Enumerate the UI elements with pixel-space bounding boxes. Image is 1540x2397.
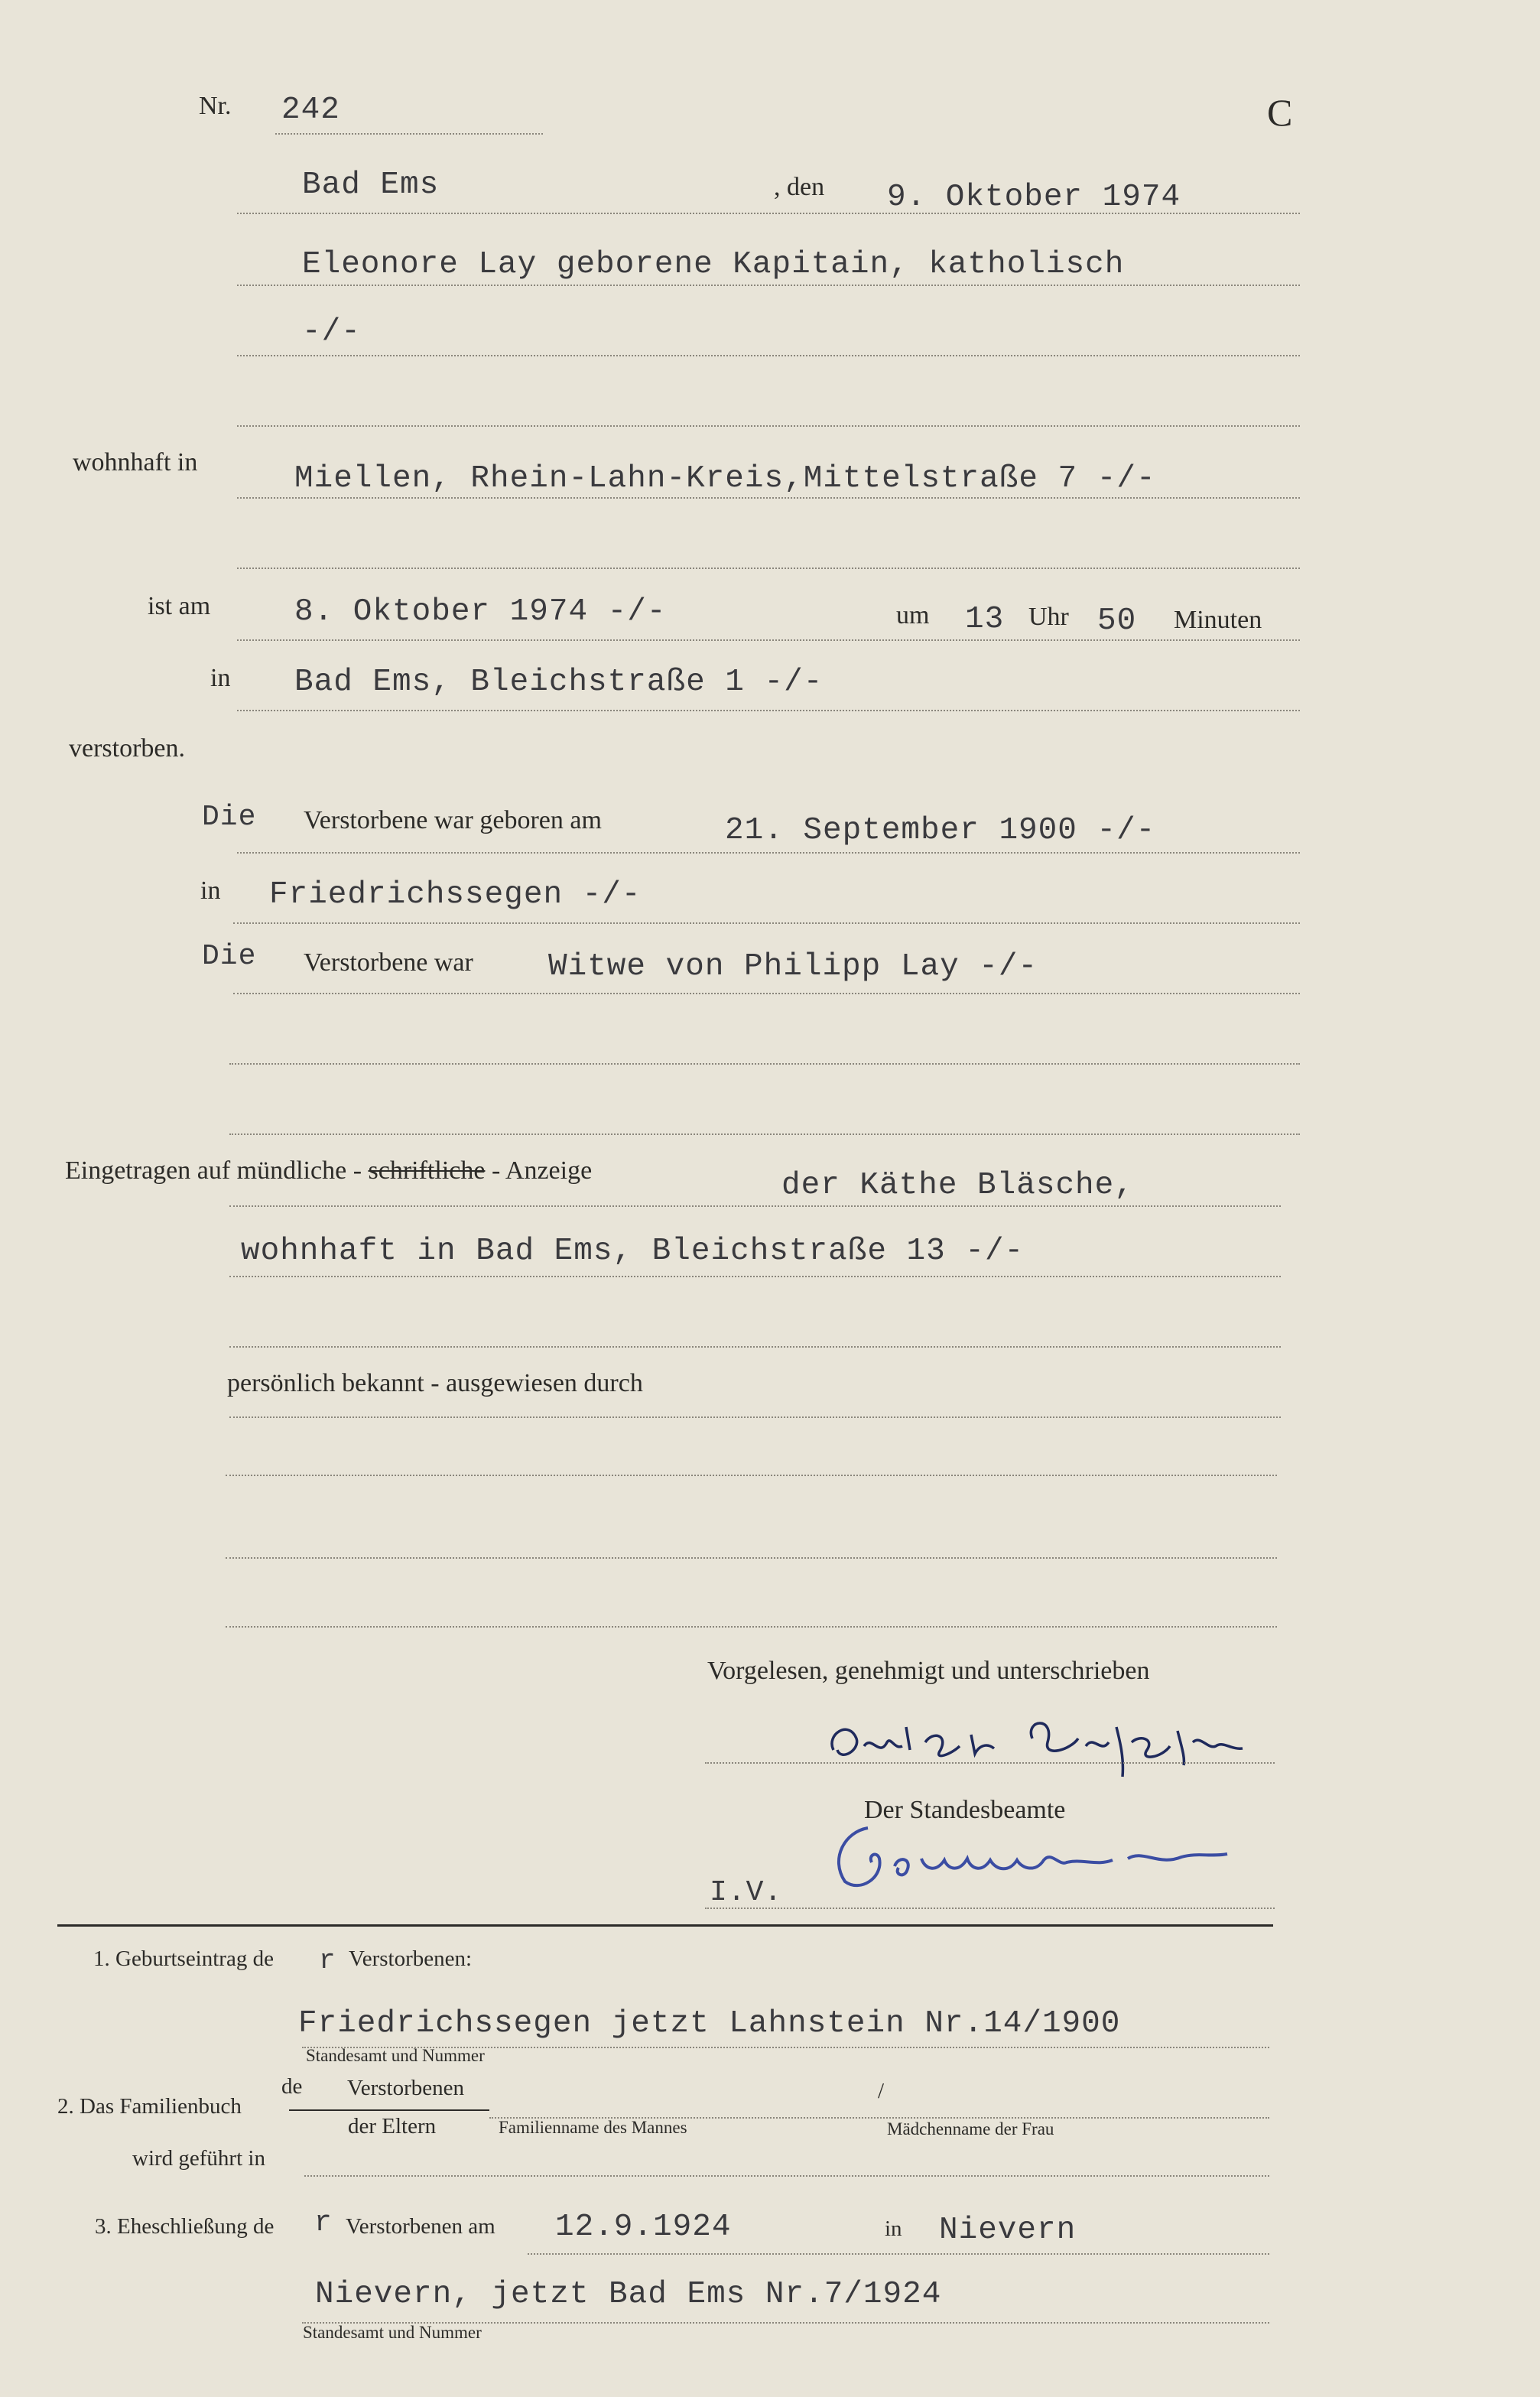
status-label: Verstorbene war <box>304 948 473 977</box>
deceased-name: Eleonore Lay geborene Kapitain, katholisch <box>302 247 1125 282</box>
item1-label-b: Verstorbenen: <box>349 1947 473 1971</box>
blank-line-2 <box>226 1475 1277 1476</box>
minuten-label: Minuten <box>1174 606 1262 634</box>
name-line-2 <box>237 355 1300 356</box>
form-letter: C <box>1267 91 1293 134</box>
registrar-signature <box>822 1813 1235 1897</box>
marriage-line <box>528 2253 1269 2255</box>
wife-name-caption: Mädchenname der Frau <box>887 2119 1054 2138</box>
marriage-place: Nievern <box>939 2213 1077 2248</box>
name-line-1 <box>237 285 1300 286</box>
die-prefix: Die <box>202 801 257 834</box>
den-label: , den <box>774 173 825 201</box>
birth-label: Verstorbene war geboren am <box>304 806 602 834</box>
verstorben-label: verstorben. <box>69 734 186 763</box>
item1-r: r <box>319 1945 336 1976</box>
item1-label-a: 1. Geburtseintrag de <box>93 1947 274 1971</box>
informant-address-line <box>229 1276 1281 1277</box>
death-place-label: in <box>210 664 231 692</box>
informant-line <box>229 1205 1281 1207</box>
item2-verstorbenen: Verstorbenen <box>347 2076 465 2100</box>
status-line-3 <box>229 1133 1300 1135</box>
husband-name-caption: Familienname des Mannes <box>499 2118 687 2137</box>
death-date: 8. Oktober 1974 -/- <box>294 594 667 629</box>
blank-line-3 <box>226 1557 1277 1559</box>
nr-label: Nr. <box>199 92 232 120</box>
uhr-label: Uhr <box>1028 603 1069 631</box>
registry-date: 9. Oktober 1974 <box>887 180 1181 215</box>
item3-caption: Standesamt und Nummer <box>303 2323 482 2342</box>
item1-caption: Standesamt und Nummer <box>306 2046 485 2065</box>
um-label: um <box>896 601 930 629</box>
iv-label: I.V. <box>710 1876 783 1909</box>
item3-label-b: Verstorbenen am <box>346 2214 495 2239</box>
residence-line <box>237 497 1300 499</box>
nr-line <box>275 133 543 135</box>
identity-label: persönlich bekannt - ausgewiesen durch <box>227 1369 643 1397</box>
item2-de: de <box>281 2074 303 2099</box>
blank-line-4 <box>226 1626 1277 1628</box>
register-number: 242 <box>281 93 340 128</box>
marriage-date: 12.9.1924 <box>555 2210 732 2245</box>
registry-place: Bad Ems <box>302 167 440 203</box>
place-date-line <box>237 213 1300 214</box>
item2-gefuehrt: wird geführt in <box>132 2146 265 2171</box>
death-minutes: 50 <box>1097 603 1137 639</box>
registration-label: Eingetragen auf mündliche - schriftliche - Anzeige <box>65 1156 593 1185</box>
item2-label: 2. Das Familienbuch <box>57 2094 242 2119</box>
section-divider <box>57 1924 1273 1927</box>
death-hour: 13 <box>965 602 1005 637</box>
informant-signature-line <box>705 1762 1275 1764</box>
informant: der Käthe Bläsche, <box>781 1168 1134 1203</box>
residence-line-2 <box>237 568 1300 569</box>
informant-address: wohnhaft in Bad Ems, Bleichstraße 13 -/- <box>241 1234 1025 1269</box>
birth-place-label: in <box>200 877 221 905</box>
item2-slash: / <box>878 2079 885 2103</box>
residence-label: wohnhaft in <box>73 448 198 476</box>
status-line <box>233 993 1300 994</box>
status-line-2 <box>229 1063 1300 1065</box>
item3-label-a: 3. Eheschließung de <box>95 2214 275 2239</box>
birth-place-line <box>233 922 1300 924</box>
marital-status: Witwe von Philipp Lay -/- <box>548 949 1038 984</box>
marriage-entry: Nievern, jetzt Bad Ems Nr.7/1924 <box>315 2277 942 2312</box>
death-date-label: ist am <box>148 592 211 620</box>
identity-line <box>229 1416 1281 1418</box>
registrar-signature-line <box>705 1908 1275 1909</box>
family-book-place-line <box>304 2175 1269 2177</box>
birth-date-line <box>237 852 1300 854</box>
residence-value: Miellen, Rhein-Lahn-Kreis,Mittelstraße 7 -/- <box>294 461 1156 496</box>
birth-entry: Friedrichssegen jetzt Lahnstein Nr.14/1900 <box>298 2006 1121 2041</box>
item2-eltern: der Eltern <box>348 2114 437 2138</box>
birth-date: 21. September 1900 -/- <box>725 813 1156 848</box>
registrar-label: Der Standesbeamte <box>864 1796 1066 1824</box>
death-date-line <box>237 639 1300 641</box>
die-prefix-2: Die <box>202 940 257 973</box>
item3-in: in <box>885 2216 902 2241</box>
informant-signature <box>818 1704 1254 1796</box>
deceased-name-line2: -/- <box>302 314 361 350</box>
name-line-3 <box>237 425 1300 427</box>
death-place-line <box>237 710 1300 711</box>
item2-de-line <box>289 2109 489 2111</box>
item3-r: r <box>314 2207 333 2239</box>
death-place: Bad Ems, Bleichstraße 1 -/- <box>294 665 824 700</box>
blank-line-1 <box>229 1346 1281 1348</box>
read-approved-label: Vorgelesen, genehmigt und unterschrieben <box>707 1657 1150 1685</box>
birth-place: Friedrichssegen -/- <box>269 877 642 912</box>
